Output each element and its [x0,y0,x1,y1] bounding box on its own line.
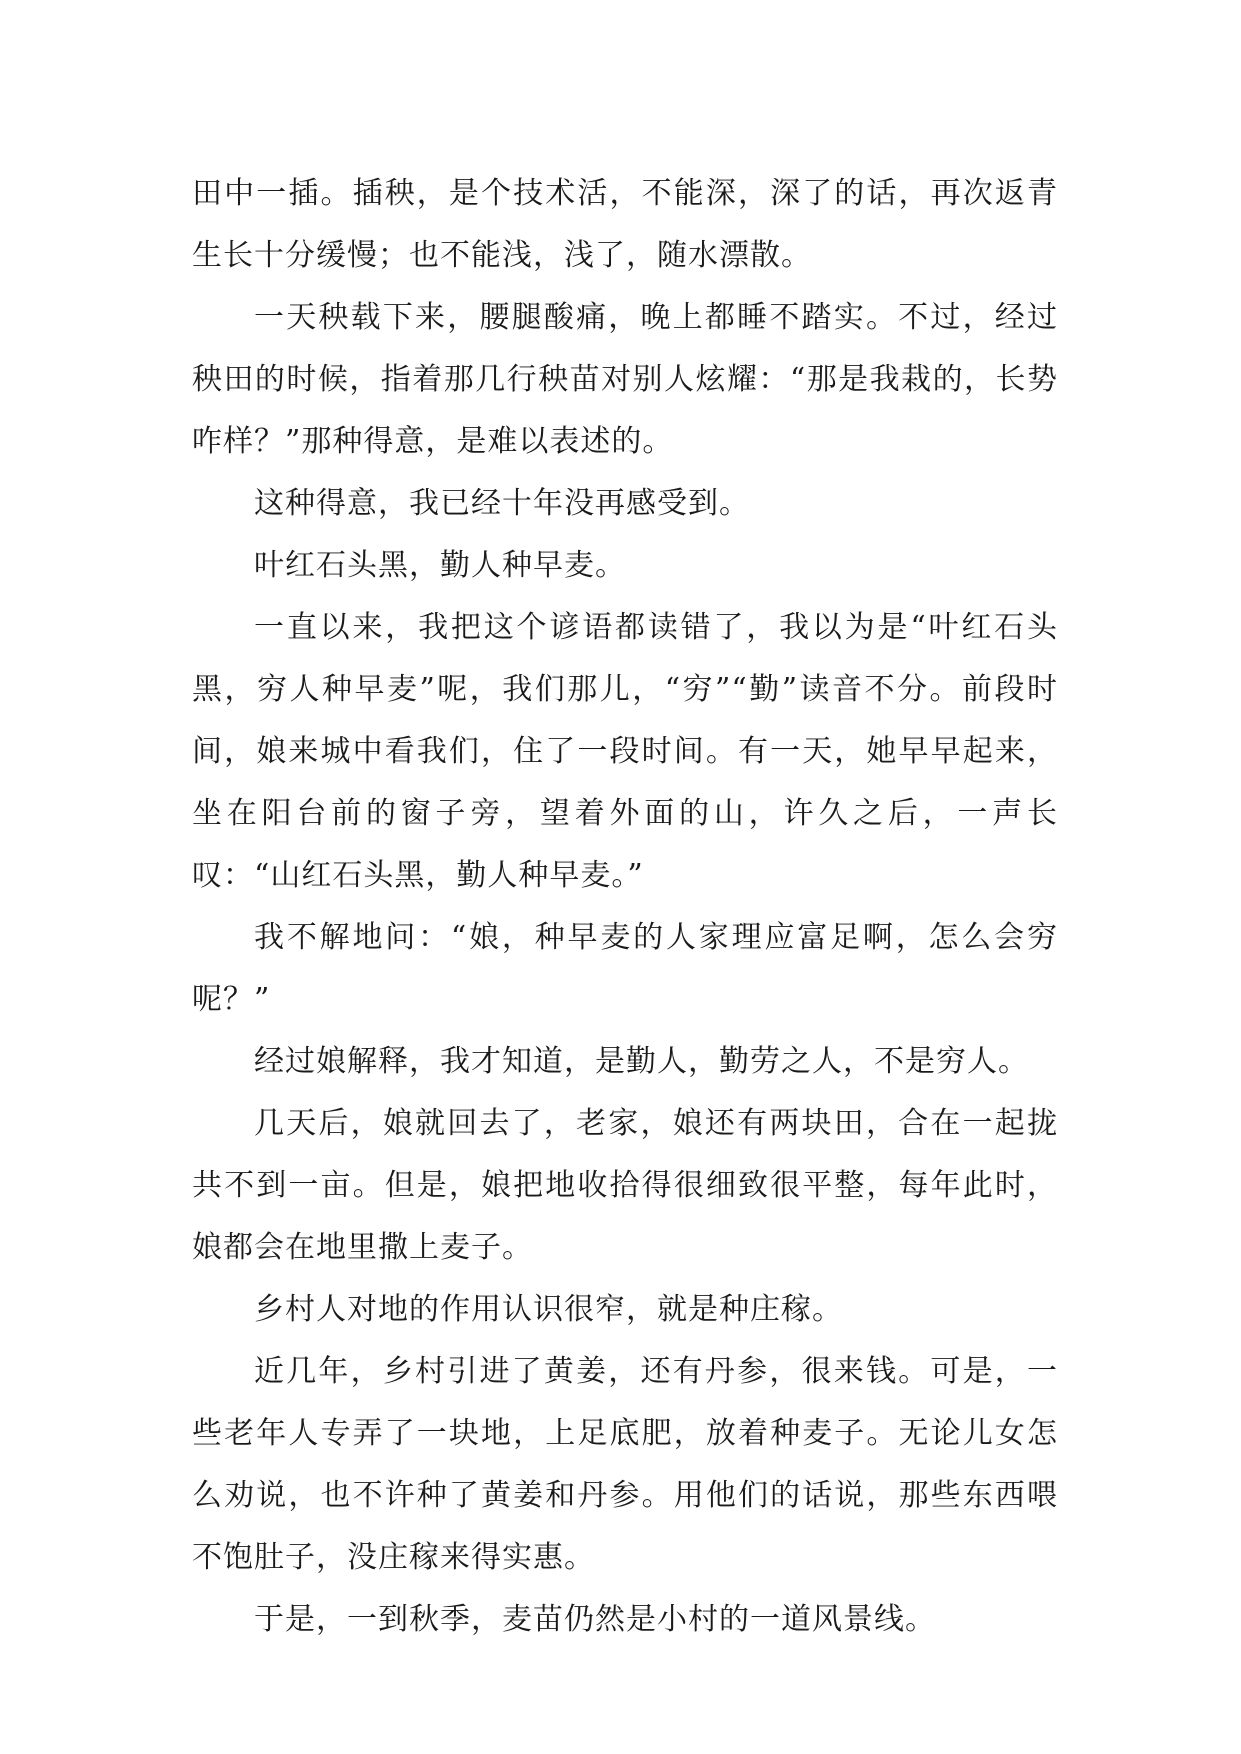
paragraph: 一直以来，我把这个谚语都读错了，我以为是“叶红石头黑，穷人种早麦”呢，我们那儿，“穷”“勤”读音不分。前段时间，娘来城中看我们，住了一段时间。有一天，她早早起来，坐在阳台前的窗子旁，望着外面的山，许久之后，一声长叹：“山红石头黑，勤人种早麦。” [192,610,1058,893]
paragraph: 乡村人对地的作用认识很窄，就是种庄稼。 [254,1292,843,1327]
paragraph: 叶红石头黑，勤人种早麦。 [254,548,626,583]
paragraph: 这种得意，我已经十年没再感受到。 [254,486,750,521]
paragraph: 一天秧载下来，腰腿酸痛，晚上都睡不踏实。不过，经过秧田的时候，指着那几行秧苗对别人炫耀：“那是我栽的，长势咋样？”那种得意，是难以表述的。 [192,300,1058,459]
paragraph: 近几年，乡村引进了黄姜，还有丹参，很来钱。可是，一些老年人专弄了一块地，上足底肥，放着种麦子。无论儿女怎么劝说，也不许种了黄姜和丹参。用他们的话说，那些东西喂不饱肚子，没庄稼来得实惠。 [192,1354,1058,1575]
paragraph: 于是，一到秋季，麦苗仍然是小村的一道风景线。 [254,1602,936,1637]
paragraph: 几天后，娘就回去了，老家，娘还有两块田，合在一起拢共不到一亩。但是，娘把地收拾得很细致很平整，每年此时，娘都会在地里撒上麦子。 [192,1106,1058,1265]
paragraph: 田中一插。插秧，是个技术活，不能深，深了的话，再次返青生长十分缓慢；也不能浅，浅了，随水漂散。 [192,176,1058,273]
paragraph: 经过娘解释，我才知道，是勤人，勤劳之人，不是穷人。 [254,1044,1029,1079]
document-body [192,163,1058,1651]
paragraph: 我不解地问：“娘，种早麦的人家理应富足啊，怎么会穷呢？” [192,920,1058,1017]
